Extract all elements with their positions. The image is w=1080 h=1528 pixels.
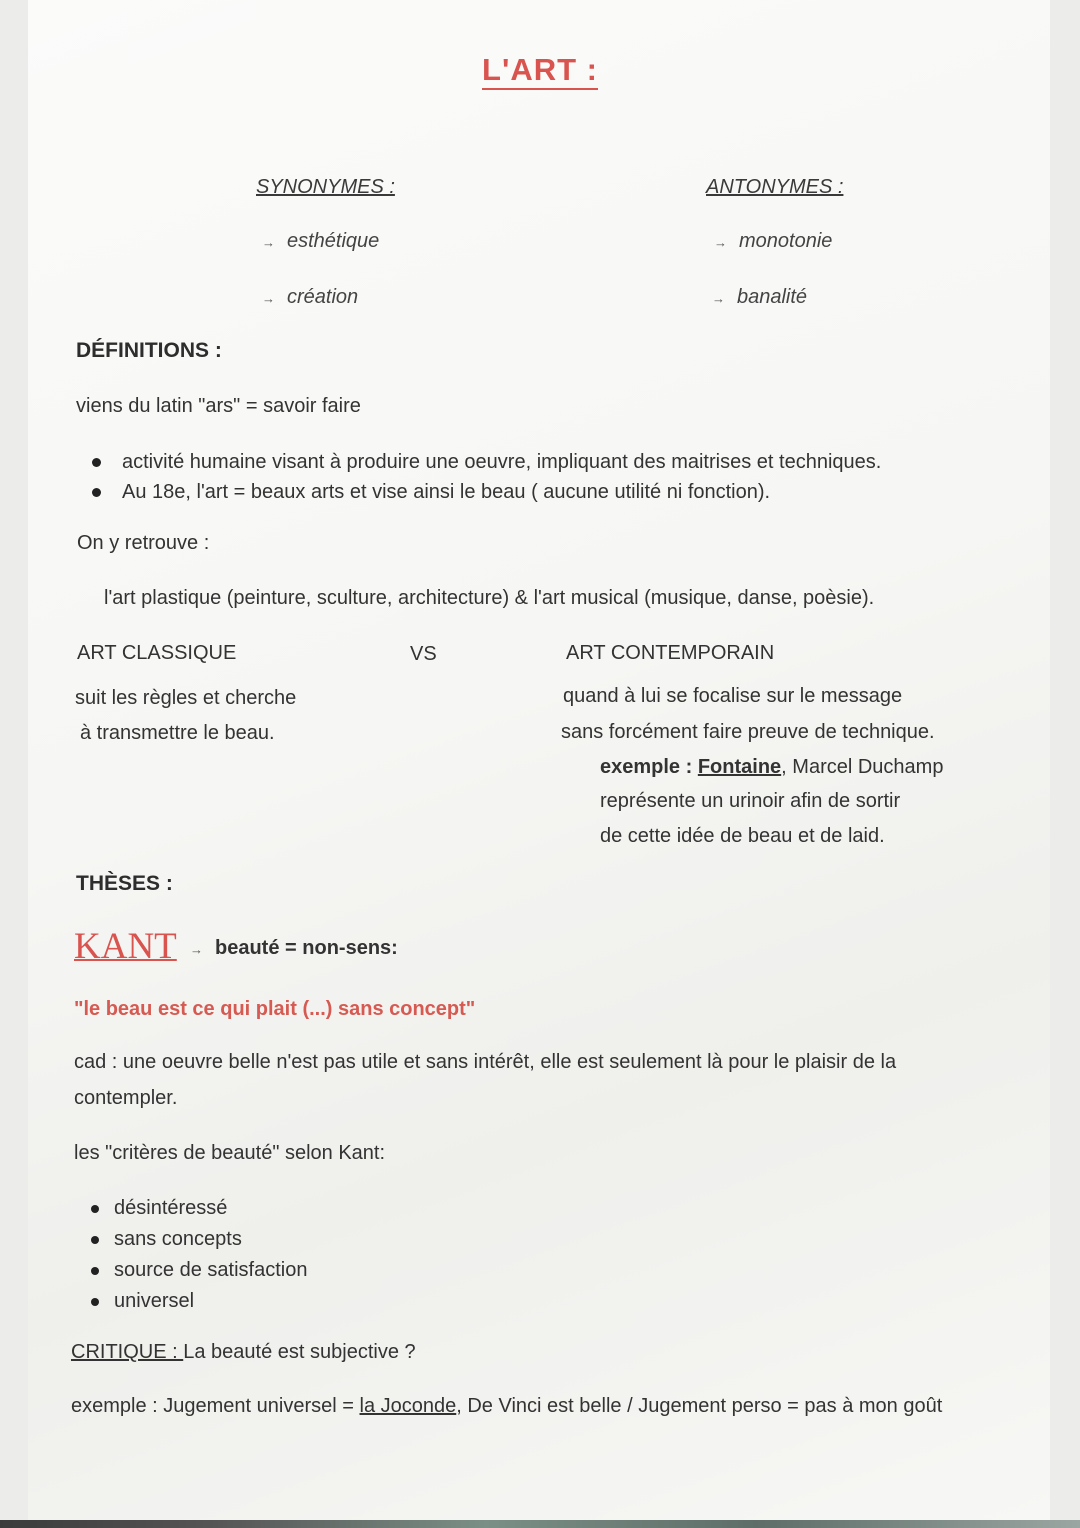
page-title [0,52,1080,88]
versus-label: VS [410,643,437,665]
retrouve-label: On y retrouve : [77,532,210,554]
definition-bullets [84,447,881,507]
criteria-list [86,1193,307,1317]
contemporain-line: quand à lui se focalise sur le message [563,685,903,707]
example-line [71,1395,942,1418]
synonym-text: esthétique [287,230,380,252]
arrow-right-icon: → [262,291,275,306]
definition-origin: viens du latin "ars" = savoir faire [76,395,361,417]
synonym-item [262,286,358,309]
art-classique-title: ART CLASSIQUE [77,642,237,664]
example-joconde: la Joconde [359,1395,457,1417]
bottom-edge [0,1520,1080,1528]
arrow-right-icon: → [712,291,725,306]
list-item: activité humaine visant à produire une oeuvre, impliquant des maitrises et techniques. [84,447,881,477]
antonym-item [712,286,807,309]
arrow-right-icon: → [262,235,275,250]
critique-label: CRITIQUE : [71,1341,184,1363]
cad-line: contempler. [74,1087,178,1109]
art-contemporain-title: ART CONTEMPORAIN [566,642,775,664]
list-item: universel [86,1286,307,1317]
theses-heading: THÈSES : [76,872,173,895]
kant-definition-text: beauté = non-sens: [215,937,398,959]
critique-line [71,1341,416,1364]
example-rest: , Marcel Duchamp [781,756,944,778]
kant-quote: "le beau est ce qui plait (...) sans concept" [74,998,476,1020]
list-item: Au 18e, l'art = beaux arts et vise ainsi le beau ( aucune utilité ni fonction). [84,477,881,507]
antonym-item [714,230,832,253]
retrouve-text: l'art plastique (peinture, sculture, architecture) & l'art musical (musique, danse, poèsie). [104,587,875,609]
classique-line: suit les règles et cherche [75,687,297,709]
arrow-right-icon: → [190,942,203,957]
example-label: exemple : [600,756,693,778]
synonymes-heading: SYNONYMES : [256,176,395,198]
arrow-right-icon: → [714,235,727,250]
criteria-label: les "critères de beauté" selon Kant: [74,1142,386,1164]
synonym-item [262,230,379,253]
synonym-text: création [287,286,359,308]
page-title-text: L'ART : [482,52,598,90]
antonymes-heading: ANTONYMES : [706,176,844,198]
definitions-heading: DÉFINITIONS : [76,339,222,362]
list-item: source de satisfaction [86,1255,307,1286]
contemporain-line: représente un urinoir afin de sortir [600,790,901,812]
kant-name: KANT [74,926,177,967]
contemporain-example [600,756,943,779]
antonym-text: monotonie [739,230,833,252]
example-work: Fontaine [697,756,782,778]
cad-line: cad : une oeuvre belle n'est pas utile et sans intérêt, elle est seulement là pour le plaisir de la [74,1051,897,1073]
example-suffix: , De Vinci est belle / Jugement perso = pas à mon goût [456,1395,943,1417]
list-item: désintéressé [86,1193,307,1224]
antonym-text: banalité [737,286,808,308]
list-item: sans concepts [86,1224,307,1255]
example-prefix: exemple : Jugement universel = [71,1395,360,1417]
kant-definition [190,937,398,960]
critique-text: La beauté est subjective ? [183,1341,416,1363]
contemporain-line: de cette idée de beau et de laid. [600,825,885,847]
classique-line: à transmettre le beau. [80,722,275,744]
contemporain-line: sans forcément faire preuve de technique. [561,721,935,743]
